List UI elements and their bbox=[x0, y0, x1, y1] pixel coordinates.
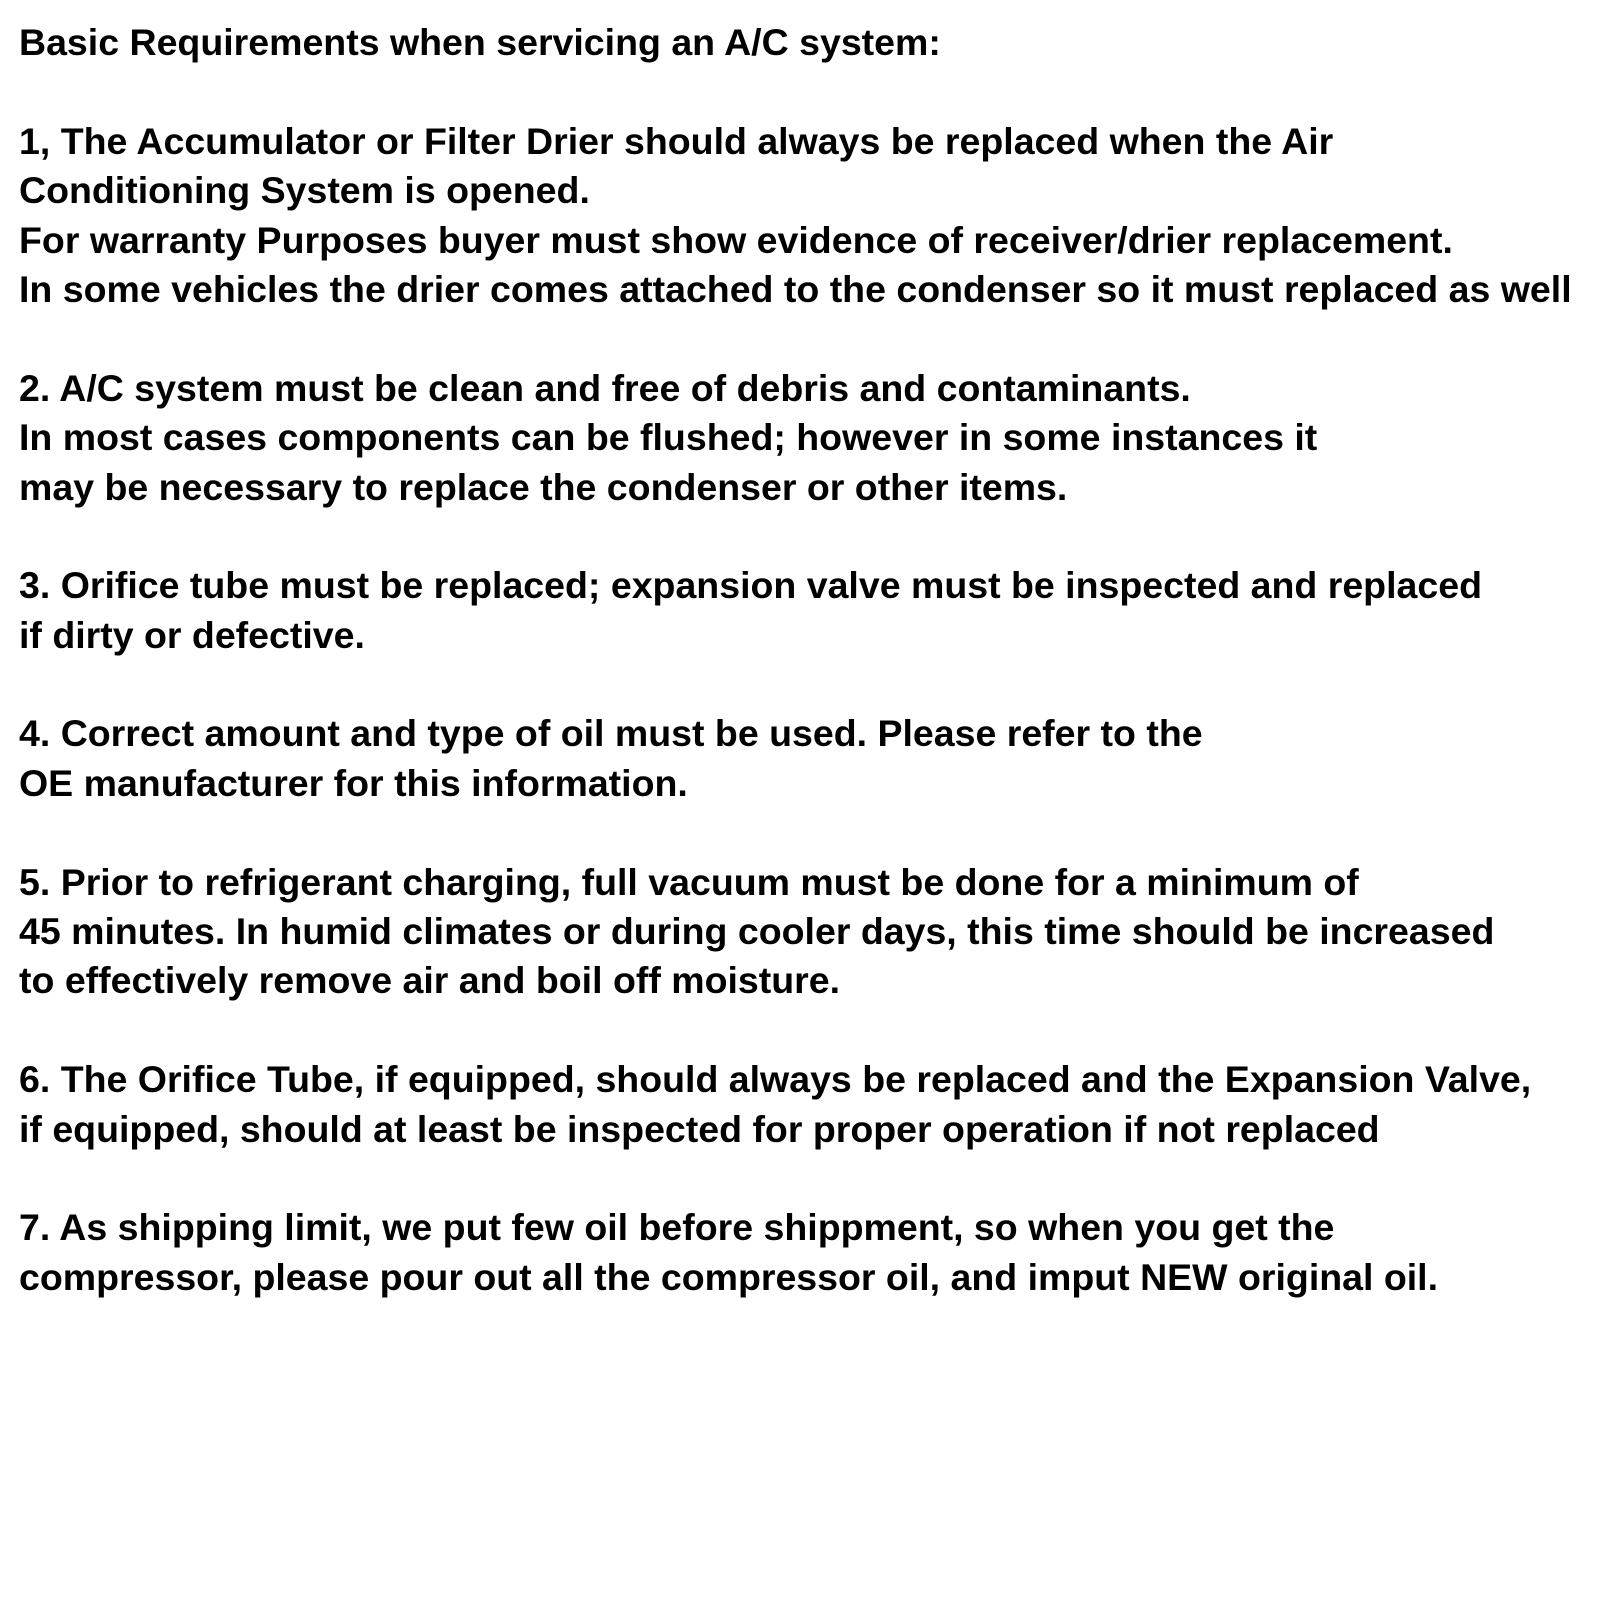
requirement-line: 3. Orifice tube must be replaced; expansion valve must be inspected and replaced bbox=[19, 564, 1482, 607]
document-heading: Basic Requirements when servicing an A/C system: bbox=[19, 21, 941, 63]
spacer bbox=[19, 1154, 1597, 1203]
requirement-line: 4. Correct amount and type of oil must be used. Please refer to the bbox=[19, 712, 1203, 755]
requirement-line: to effectively remove air and boil off moisture. bbox=[19, 959, 841, 1002]
spacer bbox=[19, 67, 1597, 116]
requirement-item-6 bbox=[19, 1055, 1597, 1154]
spacer bbox=[19, 1006, 1597, 1055]
requirement-item-7 bbox=[19, 1203, 1597, 1302]
requirement-line: OE manufacturer for this information. bbox=[19, 761, 688, 804]
requirement-line: may be necessary to replace the condenser or other items. bbox=[19, 465, 1068, 508]
document-body bbox=[19, 18, 1597, 1302]
spacer bbox=[19, 512, 1597, 561]
requirement-item-5 bbox=[19, 858, 1597, 1006]
requirement-line: In some vehicles the drier comes attached to the condenser so it must replaced as well bbox=[19, 267, 1572, 310]
requirement-item-4 bbox=[19, 709, 1597, 808]
spacer bbox=[19, 660, 1597, 709]
requirement-line: 1, The Accumulator or Filter Drier should always be replaced when the Air bbox=[19, 119, 1334, 162]
requirement-line: 7. As shipping limit, we put few oil before shippment, so when you get the bbox=[19, 1206, 1335, 1249]
requirement-line: 2. A/C system must be clean and free of debris and contaminants. bbox=[19, 366, 1191, 409]
requirement-line: In most cases components can be flushed; however in some instances it bbox=[19, 416, 1318, 459]
spacer bbox=[19, 808, 1597, 857]
requirement-line: 5. Prior to refrigerant charging, full vacuum must be done for a minimum of bbox=[19, 860, 1359, 903]
spacer bbox=[19, 314, 1597, 363]
requirement-line: if dirty or defective. bbox=[19, 613, 365, 656]
requirement-line: 45 minutes. In humid climates or during cooler days, this time should be increased bbox=[19, 910, 1495, 953]
requirement-line: if equipped, should at least be inspected for proper operation if not replaced bbox=[19, 1107, 1380, 1150]
requirement-item-2 bbox=[19, 364, 1597, 512]
requirement-line: compressor, please pour out all the compressor oil, and imput NEW original oil. bbox=[19, 1255, 1438, 1298]
requirement-line: 6. The Orifice Tube, if equipped, should always be replaced and the Expansion Valve, bbox=[19, 1058, 1532, 1101]
requirement-item-1 bbox=[19, 117, 1597, 315]
requirement-line: Conditioning System is opened. bbox=[19, 169, 590, 212]
requirement-line: For warranty Purposes buyer must show evidence of receiver/drier replacement. bbox=[19, 218, 1453, 261]
requirement-item-3 bbox=[19, 561, 1597, 660]
